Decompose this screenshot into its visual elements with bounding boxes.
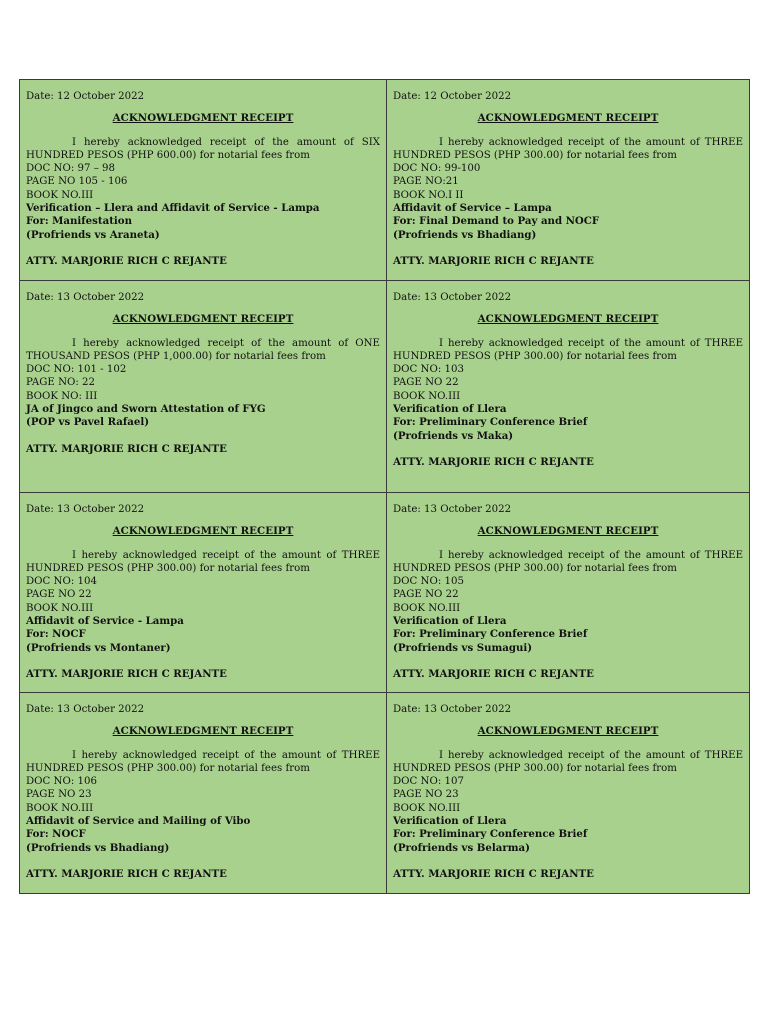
receipt-cell: [387, 692, 749, 893]
document-purpose: For: Preliminary Conference Brief: [393, 416, 588, 429]
page-number: PAGE NO 23: [26, 789, 92, 801]
receipt-body: I hereby acknowledged receipt of the amount of THREE HUNDRED PESOS (PHP 300.00) for notarial fees from: [393, 136, 743, 161]
book-number: BOOK NO: III: [26, 390, 98, 402]
book-number: BOOK NO.III: [393, 802, 461, 814]
page-number: PAGE NO: 22: [26, 377, 95, 389]
receipt-heading: ACKNOWLEDGMENT RECEIPT: [477, 112, 659, 125]
receipt-body: I hereby acknowledged receipt of the amount of THREE HUNDRED PESOS (PHP 300.00) for notarial fees from: [393, 749, 743, 774]
signatory: ATTY. MARJORIE RICH C REJANTE: [393, 254, 594, 267]
signatory: ATTY. MARJORIE RICH C REJANTE: [393, 455, 594, 468]
case-title: (Profriends vs Bhadiang): [26, 841, 170, 854]
document-description: Verification of Llera: [393, 403, 507, 416]
receipt-date: Date: 12 October 2022: [393, 91, 512, 102]
book-number: BOOK NO.III: [26, 189, 94, 201]
receipt-heading: ACKNOWLEDGMENT RECEIPT: [477, 725, 659, 738]
receipt-cell: [20, 492, 387, 692]
receipt-body: I hereby acknowledged receipt of the amount of ONE THOUSAND PESOS (PHP 1,000.00) for notarial fees from: [26, 337, 380, 362]
signatory: ATTY. MARJORIE RICH C REJANTE: [393, 667, 594, 680]
page-number: PAGE NO:21: [393, 176, 459, 188]
receipt-heading: ACKNOWLEDGMENT RECEIPT: [477, 525, 659, 538]
receipt-heading: ACKNOWLEDGMENT RECEIPT: [112, 525, 294, 538]
case-title: (Profriends vs Bhadiang): [393, 228, 537, 241]
receipt-cell: [20, 80, 387, 280]
page-number: PAGE NO 105 - 106: [26, 176, 128, 188]
receipt-body: I hereby acknowledged receipt of the amount of THREE HUNDRED PESOS (PHP 300.00) for notarial fees from: [393, 337, 743, 362]
document-purpose: For: Manifestation: [26, 215, 132, 228]
doc-number: DOC NO: 105: [393, 576, 464, 588]
receipt-heading: ACKNOWLEDGMENT RECEIPT: [477, 313, 659, 326]
document-description: Affidavit of Service – Lampa: [393, 202, 552, 215]
document-description: Verification of Llera: [393, 615, 507, 628]
book-number: BOOK NO.I II: [393, 189, 464, 201]
doc-number: DOC NO: 101 - 102: [26, 364, 127, 376]
receipt-date: Date: 13 October 2022: [26, 704, 145, 715]
receipt-date: Date: 13 October 2022: [393, 292, 512, 303]
doc-number: DOC NO: 103: [393, 364, 464, 376]
case-title: (Profriends vs Araneta): [26, 228, 160, 241]
doc-number: DOC NO: 97 – 98: [26, 163, 115, 175]
document-purpose: For: Final Demand to Pay and NOCF: [393, 215, 600, 228]
book-number: BOOK NO.III: [393, 390, 461, 402]
case-title: (Profriends vs Sumagui): [393, 641, 533, 654]
receipt-cell: [387, 492, 749, 692]
receipt-date: Date: 13 October 2022: [393, 704, 512, 715]
receipt-cell: [387, 280, 749, 492]
receipt-body: I hereby acknowledged receipt of the amount of SIX HUNDRED PESOS (PHP 600.00) for notarial fees from: [26, 136, 380, 161]
page-number: PAGE NO 22: [393, 377, 459, 389]
document-description: Verification of Llera: [393, 815, 507, 828]
page-number: PAGE NO 22: [26, 589, 92, 601]
document-description: JA of Jingco and Sworn Attestation of FYG: [26, 403, 266, 416]
case-title: (Profriends vs Montaner): [26, 641, 171, 654]
doc-number: DOC NO: 99-100: [393, 163, 481, 175]
page-number: PAGE NO 22: [393, 589, 459, 601]
page-number: PAGE NO 23: [393, 789, 459, 801]
case-title: (Profriends vs Belarma): [393, 841, 530, 854]
receipt-date: Date: 13 October 2022: [26, 292, 145, 303]
signatory: ATTY. MARJORIE RICH C REJANTE: [26, 442, 227, 455]
book-number: BOOK NO.III: [26, 802, 94, 814]
receipt-heading: ACKNOWLEDGMENT RECEIPT: [112, 313, 294, 326]
receipt-cell: [20, 280, 387, 492]
receipt-heading: ACKNOWLEDGMENT RECEIPT: [112, 725, 294, 738]
document-description: Affidavit of Service - Lampa: [26, 615, 184, 628]
document-description: Verification – Llera and Affidavit of Service - Lampa: [26, 202, 320, 215]
receipt-body: I hereby acknowledged receipt of the amount of THREE HUNDRED PESOS (PHP 300.00) for notarial fees from: [26, 549, 380, 574]
doc-number: DOC NO: 107: [393, 776, 464, 788]
book-number: BOOK NO.III: [393, 602, 461, 614]
signatory: ATTY. MARJORIE RICH C REJANTE: [26, 667, 227, 680]
case-title: (POP vs Pavel Rafael): [26, 416, 150, 429]
signatory: ATTY. MARJORIE RICH C REJANTE: [393, 867, 594, 880]
book-number: BOOK NO.III: [26, 602, 94, 614]
doc-number: DOC NO: 104: [26, 576, 97, 588]
receipt-cell: [387, 80, 749, 280]
receipt-date: Date: 12 October 2022: [26, 91, 145, 102]
case-title: (Profriends vs Maka): [393, 429, 514, 442]
document-purpose: For: Preliminary Conference Brief: [393, 628, 588, 641]
receipt-date: Date: 13 October 2022: [393, 504, 512, 515]
receipt-grid: [19, 79, 750, 894]
receipt-heading: ACKNOWLEDGMENT RECEIPT: [112, 112, 294, 125]
document-purpose: For: Preliminary Conference Brief: [393, 828, 588, 841]
signatory: ATTY. MARJORIE RICH C REJANTE: [26, 254, 227, 267]
signatory: ATTY. MARJORIE RICH C REJANTE: [26, 867, 227, 880]
document-description: Affidavit of Service and Mailing of Vibo: [26, 815, 251, 828]
doc-number: DOC NO: 106: [26, 776, 97, 788]
receipt-body: I hereby acknowledged receipt of the amount of THREE HUNDRED PESOS (PHP 300.00) for notarial fees from: [393, 549, 743, 574]
receipt-body: I hereby acknowledged receipt of the amount of THREE HUNDRED PESOS (PHP 300.00) for notarial fees from: [26, 749, 380, 774]
receipt-date: Date: 13 October 2022: [26, 504, 145, 515]
receipt-cell: [20, 692, 387, 893]
document-purpose: For: NOCF: [26, 628, 86, 641]
document-purpose: For: NOCF: [26, 828, 86, 841]
